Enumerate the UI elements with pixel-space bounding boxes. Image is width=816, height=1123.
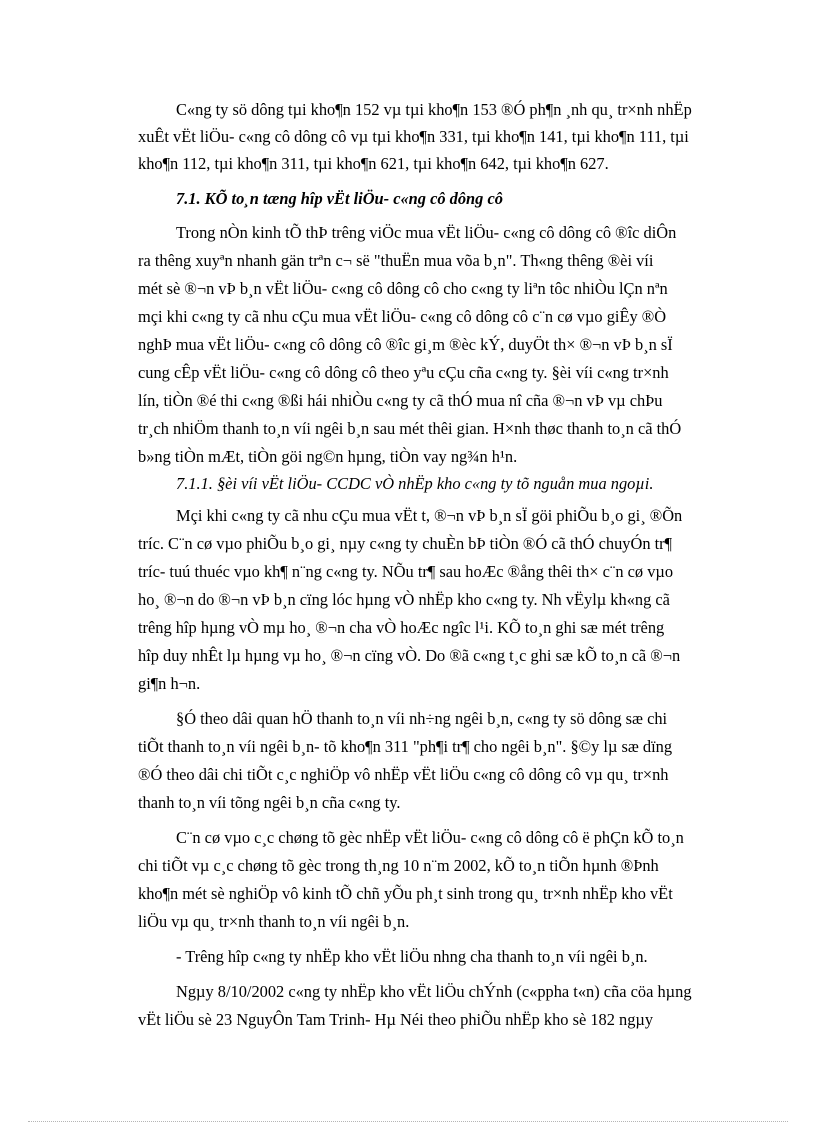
- paragraph-2-line-1: Trong nÒn kinh tÕ thÞ trêng viÖc mua vËt liÖu- c«ng cô dông cô ®îc diÔn: [176, 223, 677, 242]
- paragraph-3-line-7: gi¶n h¬n.: [138, 674, 201, 693]
- paragraph-1-line-3: kho¶n 112, tµi kho¶n 311, tµi kho¶n 621, tµi kho¶n 642, tµi kho¶n 627.: [138, 154, 609, 173]
- paragraph-3-line-2: tríc. C¨n cø vµo phiÕu b¸o gi¸ nµy c«ng ty chuÈn bÞ tiÒn ®Ó cã thÓ chuyÓn tr¶: [138, 534, 673, 553]
- paragraph-3-line-5: trêng hîp hµng vÒ mµ ho¸ ®¬n cha vÒ hoÆc ngîc l¹i. KÕ to¸n ghi sæ mét trêng: [138, 618, 665, 637]
- paragraph-2-line-5: nghÞ mua vËt liÖu- c«ng cô dông cô ®îc gi¸m ®èc kÝ, duyÖt th× ®¬n vÞ b¸n sÏ: [138, 335, 673, 354]
- paragraph-5-line-4: liÖu vµ qu¸ tr×nh thanh to¸n víi ngêi b¸n.: [138, 912, 410, 931]
- paragraph-5-line-2: chi tiÕt vµ c¸c chøng tõ gèc trong th¸ng 10 n¨m 2002, kÕ to¸n tiÕn hµnh ®Þnh: [138, 856, 659, 875]
- paragraph-1-line-1: C«ng ty sö dông tµi kho¶n 152 vµ tµi kho¶n 153 ®Ó ph¶n ¸nh qu¸ tr×nh nhËp: [176, 100, 692, 119]
- paragraph-3-line-3: tríc- tuú thuéc vµo kh¶ n¨ng c«ng ty. NÕu tr¶ sau hoÆc ®ång thêi th× c¨n cø vµo: [138, 562, 674, 581]
- paragraph-2-line-4: mçi khi c«ng ty cã nhu cÇu mua vËt liÖu- c«ng cô dông cô c¨n cø vµo giÊy ®Ò: [138, 307, 667, 326]
- section-heading-7-1: 7.1. KÕ to¸n tæng hîp vËt liÖu- c«ng cô dông cô: [176, 189, 503, 208]
- paragraph-7-line-2: vËt liÖu sè 23 NguyÔn Tam Trinh- Hµ Néi theo phiÕu nhËp kho sè 182 ngµy: [138, 1010, 654, 1029]
- paragraph-3-line-1: Mçi khi c«ng ty cã nhu cÇu mua vËt t, ®¬n vÞ b¸n sÏ göi phiÕu b¸o gi¸ ®Õn: [176, 506, 683, 525]
- page-bottom-border: [28, 1121, 788, 1122]
- paragraph-2-line-3: mét sè ®¬n vÞ b¸n vËt liÖu- c«ng cô dông cô cho c«ng ty liªn tôc nhiÒu lÇn nªn: [138, 279, 668, 298]
- paragraph-2-line-9: b»ng tiÒn mÆt, tiÒn göi ng©n hµng, tiÒn vay ng¾n h¹n.: [138, 447, 518, 466]
- paragraph-2-line-7: lín, tiÒn ®é thi c«ng ®ßi hái nhiÒu c«ng ty cã thÓ mua nî cña ®¬n vÞ vµ chÞu: [138, 391, 663, 410]
- paragraph-2-line-8: tr¸ch nhiÖm thanh to¸n víi ngêi b¸n sau mét thêi gian. H×nh thøc thanh to¸n cã thÓ: [138, 419, 682, 438]
- paragraph-3-line-6: hîp duy nhÊt lµ hµng vµ ho¸ ®¬n cïng vÒ. Do ®ã c«ng t¸c ghi sæ kÕ to¸n cã ®¬n: [138, 646, 681, 665]
- paragraph-6: - Trêng hîp c«ng ty nhËp kho vËt liÖu nhng cha thanh to¸n víi ngêi b¸n.: [176, 947, 648, 966]
- paragraph-2-line-6: cung cÊp vËt liÖu- c«ng cô dông cô theo yªu cÇu cña c«ng ty. §èi víi c«ng tr×nh: [138, 363, 669, 382]
- paragraph-5-line-1: C¨n cø vµo c¸c chøng tõ gèc nhËp vËt liÖu- c«ng cô dông cô ë phÇn kÕ to¸n: [176, 828, 684, 847]
- paragraph-4-line-1: §Ó theo dâi quan hÖ thanh to¸n víi nh÷ng ngêi b¸n, c«ng ty sö dông sæ chi: [176, 709, 668, 728]
- paragraph-7-line-1: Ngµy 8/10/2002 c«ng ty nhËp kho vËt liÖu chÝnh (c«ppha t«n) cña cöa hµng: [176, 982, 692, 1001]
- paragraph-5-line-3: kho¶n mét sè nghiÖp vô kinh tÕ chñ yÕu ph¸t sinh trong qu¸ tr×nh nhËp kho vËt: [138, 884, 673, 903]
- paragraph-3-line-4: ho¸ ®¬n do ®¬n vÞ b¸n cïng lóc hµng vÒ nhËp kho c«ng ty. Nh vËylµ kh«ng cã: [138, 590, 670, 609]
- paragraph-1-line-2: xuÊt vËt liÖu- c«ng cô dông cô vµ tµi kho¶n 331, tµi kho¶n 141, tµi kho¶n 111, tµi: [138, 127, 689, 146]
- paragraph-4-line-4: thanh to¸n víi tõng ngêi b¸n cña c«ng ty.: [138, 793, 401, 812]
- section-heading-7-1-1: 7.1.1. §èi víi vËt liÖu- CCDC vÒ nhËp kho c«ng ty tõ nguån mua ngoµi.: [176, 474, 654, 493]
- paragraph-4-line-3: ®Ó theo dâi chi tiÕt c¸c nghiÖp vô nhËp vËt liÖu c«ng cô dông cô vµ qu¸ tr×nh: [138, 765, 669, 784]
- paragraph-2-line-2: ra thêng xuyªn nhanh gän trªn c¬ së "thuËn mua võa b¸n". Th«ng thêng ®èi víi: [138, 251, 654, 270]
- paragraph-4-line-2: tiÕt thanh to¸n víi ngêi b¸n- tõ kho¶n 311 "ph¶i tr¶ cho ngêi b¸n". §©y lµ sæ dïng: [138, 737, 673, 756]
